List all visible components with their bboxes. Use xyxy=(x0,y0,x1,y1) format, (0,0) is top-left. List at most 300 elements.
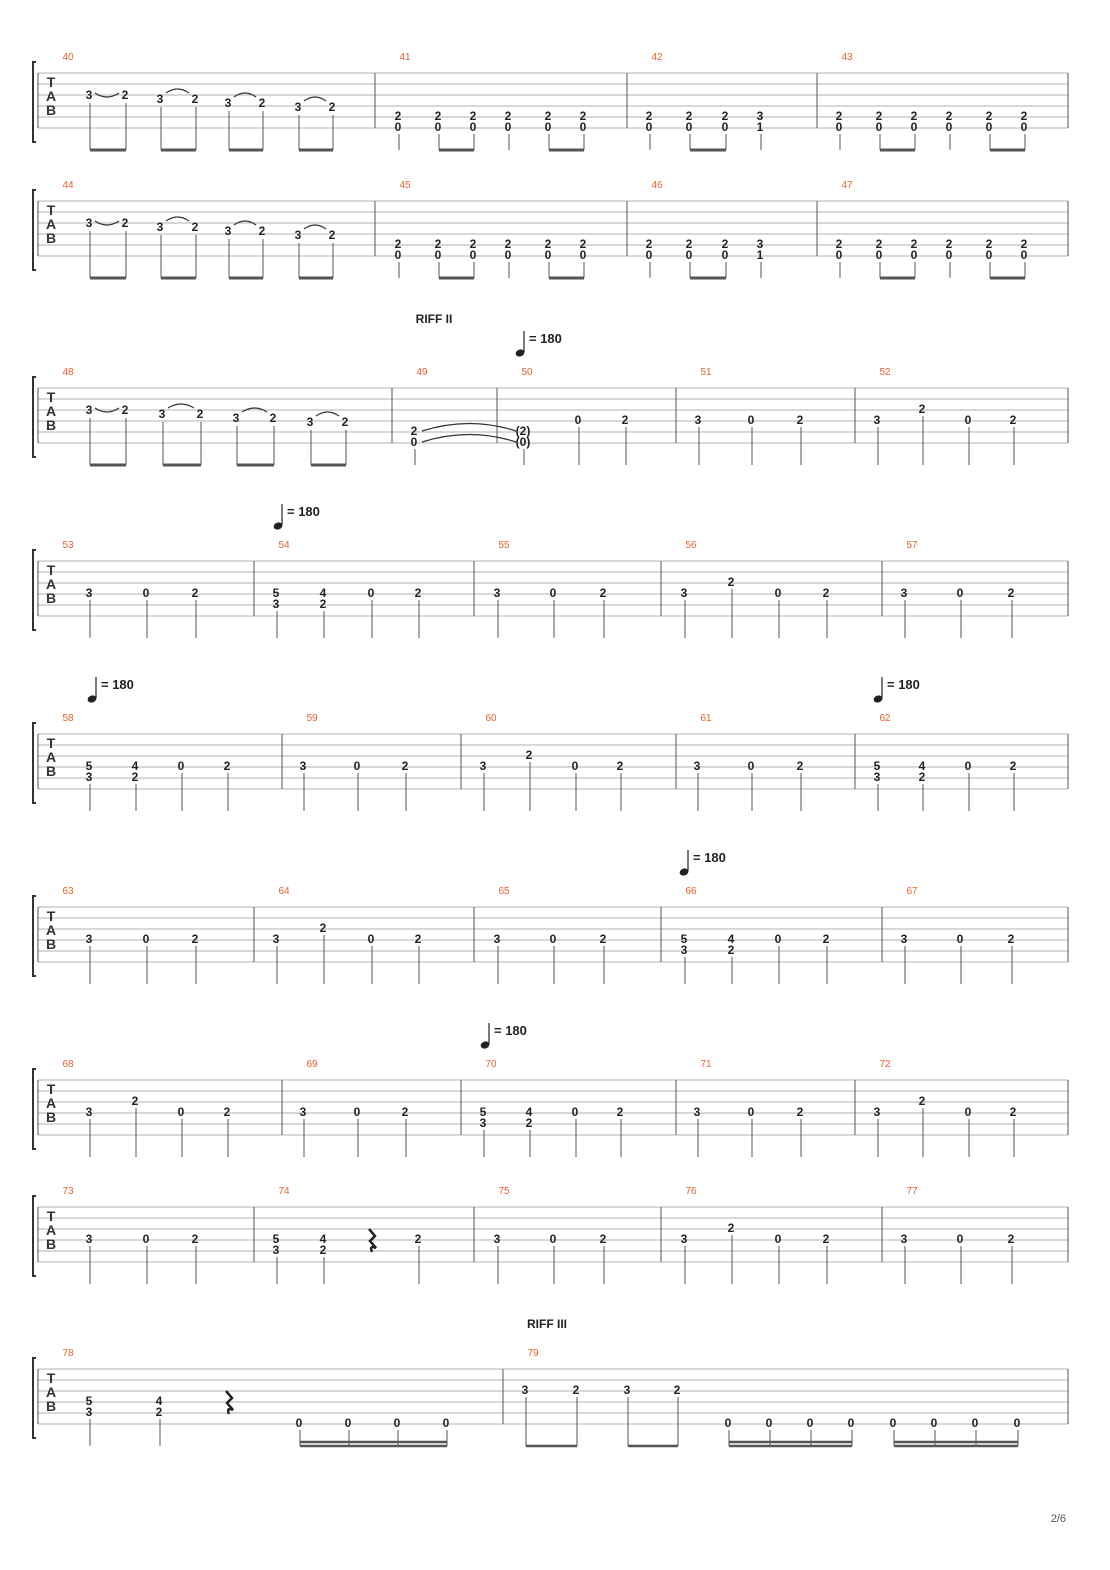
fret-number: 0 xyxy=(142,932,150,946)
measure-number: 52 xyxy=(879,367,891,378)
fret-number: 2 xyxy=(544,237,552,251)
tab-clef-letter: B xyxy=(45,1398,57,1414)
fret-number: 0 xyxy=(1013,1416,1021,1430)
tempo-marking xyxy=(515,331,562,358)
fret-number: 2 xyxy=(191,586,199,600)
tab-clef-letter: A xyxy=(45,922,57,938)
fret-number: 0 xyxy=(353,759,361,773)
measure-number: 51 xyxy=(700,367,712,378)
fret-number: 2 xyxy=(621,413,629,427)
measure-notes xyxy=(836,109,1028,150)
fret-number: 0 xyxy=(579,120,587,134)
fret-number: 2 xyxy=(469,109,477,123)
fret-number: 3 xyxy=(85,1405,93,1419)
measure-number: 64 xyxy=(278,886,290,897)
fret-number: 2 xyxy=(401,759,409,773)
fret-number: 0 xyxy=(469,248,477,262)
tab-clef-letter: A xyxy=(45,88,57,104)
tab-clef-letter: A xyxy=(45,576,57,592)
fret-number: 2 xyxy=(1009,759,1017,773)
fret-number: 0 xyxy=(847,1416,855,1430)
measure-number: 55 xyxy=(498,540,510,551)
tempo-value: = 180 xyxy=(693,850,726,865)
fret-number: 3 xyxy=(224,96,232,110)
fret-number: 3 xyxy=(85,770,93,784)
fret-number: 3 xyxy=(693,1105,701,1119)
fret-number: 0 xyxy=(747,413,755,427)
fret-number: 2 xyxy=(1009,413,1017,427)
measure-number: 79 xyxy=(527,1348,539,1359)
fret-number: 5 xyxy=(272,586,280,600)
fret-number: 3 xyxy=(694,413,702,427)
system-bracket xyxy=(33,1358,36,1438)
tab-clef-letter: T xyxy=(46,562,56,578)
fret-number: 0 xyxy=(142,1232,150,1246)
fret-number: 2 xyxy=(525,1116,533,1130)
measure-number: 54 xyxy=(278,540,290,551)
tab-clef-letter: A xyxy=(45,1222,57,1238)
fret-number: 0 xyxy=(393,1416,401,1430)
fret-number: 3 xyxy=(85,216,93,230)
measure-notes xyxy=(522,1383,1021,1446)
measure-number: 68 xyxy=(62,1059,74,1070)
measure-number: 66 xyxy=(685,886,697,897)
fret-number: 5 xyxy=(479,1105,487,1119)
fret-number: 0 xyxy=(835,120,843,134)
measure-notes xyxy=(86,216,336,278)
measure-notes xyxy=(681,1221,830,1284)
fret-number: 2 xyxy=(910,109,918,123)
system-bracket xyxy=(33,62,36,142)
fret-number: 0 xyxy=(1020,248,1028,262)
fret-number: 2 xyxy=(572,1383,580,1397)
measure-notes xyxy=(480,748,624,811)
fret-number: 2 xyxy=(434,237,442,251)
fret-number: 2 xyxy=(410,424,418,438)
fret-number: 3 xyxy=(493,1232,501,1246)
fret-number: 3 xyxy=(85,1232,93,1246)
fret-number: 0 xyxy=(945,120,953,134)
tab-system xyxy=(33,367,1068,457)
fret-number: 2 xyxy=(1007,1232,1015,1246)
fret-number: 0 xyxy=(394,120,402,134)
fret-number: 2 xyxy=(645,109,653,123)
fret-number: 3 xyxy=(85,1105,93,1119)
section-label-riff-ii: RIFF II xyxy=(415,312,453,326)
system-bracket xyxy=(33,723,36,803)
fret-number: 2 xyxy=(223,759,231,773)
fret-number: 2 xyxy=(196,407,204,421)
fret-number: 4 xyxy=(525,1105,533,1119)
fret-number: 2 xyxy=(685,109,693,123)
fret-number: 2 xyxy=(414,586,422,600)
fret-number: 0 xyxy=(469,120,477,134)
fret-number: 0 xyxy=(765,1416,773,1430)
fret-number: 2 xyxy=(191,1232,199,1246)
fret-number: 3 xyxy=(232,411,240,425)
tab-clef-letter: B xyxy=(45,102,57,118)
tab-system xyxy=(33,540,1068,630)
fret-number: 0 xyxy=(889,1416,897,1430)
fret-number: 3 xyxy=(158,407,166,421)
fret-number: 0 xyxy=(410,435,418,449)
fret-number: 2 xyxy=(645,237,653,251)
fret-number: 3 xyxy=(294,228,302,242)
fret-number: 0 xyxy=(549,586,557,600)
slur-arc xyxy=(304,97,326,101)
fret-number: 2 xyxy=(727,943,735,957)
fret-number: 5 xyxy=(873,759,881,773)
fret-number: 2 xyxy=(796,759,804,773)
fret-number: 2 xyxy=(985,237,993,251)
fret-number: 2 xyxy=(414,1232,422,1246)
tab-system xyxy=(33,713,1068,803)
fret-number: 2 xyxy=(504,237,512,251)
fret-number: 2 xyxy=(469,237,477,251)
fret-number: 0 xyxy=(685,120,693,134)
fret-number: 2 xyxy=(401,1105,409,1119)
fret-number: 3 xyxy=(85,403,93,417)
fret-number: 0 xyxy=(774,586,782,600)
tab-clef-letter: A xyxy=(45,749,57,765)
measure-number: 69 xyxy=(306,1059,318,1070)
tempo-marking xyxy=(679,850,726,877)
page-number: 2/6 xyxy=(1050,1513,1066,1525)
fret-number: 2 xyxy=(319,921,327,935)
fret-number: 0 xyxy=(875,120,883,134)
tab-clef-letter: T xyxy=(46,1081,56,1097)
fret-number: 0 xyxy=(910,248,918,262)
fret-number: 3 xyxy=(521,1383,529,1397)
fret-number: 3 xyxy=(493,586,501,600)
fret-number: 0 xyxy=(956,586,964,600)
fret-number: 2 xyxy=(685,237,693,251)
fret-number: 0 xyxy=(945,248,953,262)
tab-clef-letter: B xyxy=(45,590,57,606)
measure-notes xyxy=(395,237,587,278)
slur-arc xyxy=(166,89,189,93)
tab-clef-letter: B xyxy=(45,417,57,433)
tab-clef-letter: T xyxy=(46,389,56,405)
tempo-marking xyxy=(873,677,920,704)
fret-number: 3 xyxy=(873,1105,881,1119)
fret-number: 2 xyxy=(121,216,129,230)
fret-number: 2 xyxy=(131,770,139,784)
fret-number: 2 xyxy=(121,403,129,417)
fret-number: 3 xyxy=(900,586,908,600)
measure-notes xyxy=(86,1391,450,1446)
measure-number: 49 xyxy=(416,367,428,378)
fret-number: 2 xyxy=(721,109,729,123)
fret-number: 0 xyxy=(930,1416,938,1430)
fret-number: 0 xyxy=(721,248,729,262)
measure-number: 61 xyxy=(700,713,712,724)
fret-number: 0 xyxy=(574,413,582,427)
measure-number: 57 xyxy=(906,540,918,551)
fret-number: 2 xyxy=(727,1221,735,1235)
fret-number: 2 xyxy=(796,413,804,427)
fret-number: 2 xyxy=(223,1105,231,1119)
fret-number: 3 xyxy=(680,1232,688,1246)
tab-clef-letter: A xyxy=(45,216,57,232)
fret-number: 3 xyxy=(693,759,701,773)
fret-number: 3 xyxy=(873,413,881,427)
measure-number: 58 xyxy=(62,713,74,724)
fret-number: 2 xyxy=(918,770,926,784)
tab-clef-letter: T xyxy=(46,735,56,751)
measure-number: 73 xyxy=(62,1186,74,1197)
fret-number: 0 xyxy=(177,1105,185,1119)
fret-number: 3 xyxy=(272,597,280,611)
measure-notes xyxy=(874,402,1017,465)
fret-number: 0 xyxy=(353,1105,361,1119)
tab-clef-letter: T xyxy=(46,1370,56,1386)
fret-number: 0 xyxy=(724,1416,732,1430)
fret-number: 0 xyxy=(579,248,587,262)
fret-number: 3 xyxy=(272,1243,280,1257)
fret-number: 2 xyxy=(414,932,422,946)
measure-number: 45 xyxy=(399,180,411,191)
fret-number: 3 xyxy=(493,932,501,946)
fret-number: 3 xyxy=(85,586,93,600)
tie-arc xyxy=(422,435,516,443)
measure-notes xyxy=(86,403,349,465)
tab-system xyxy=(33,886,1068,976)
measure-notes xyxy=(86,1094,231,1157)
tab-clef-letter: A xyxy=(45,1384,57,1400)
system-bracket xyxy=(33,1196,36,1276)
fret-number: 3 xyxy=(680,586,688,600)
fret-number: 3 xyxy=(294,100,302,114)
fret-number: 4 xyxy=(918,759,926,773)
fret-number: 0 xyxy=(910,120,918,134)
fret-number: 0 xyxy=(571,1105,579,1119)
measure-notes xyxy=(646,237,764,278)
fret-number: 3 xyxy=(85,88,93,102)
fret-number: 0 xyxy=(367,586,375,600)
fret-number: 2 xyxy=(721,237,729,251)
fret-number: 2 xyxy=(822,1232,830,1246)
system-bracket xyxy=(33,1069,36,1149)
fret-number: 0 xyxy=(721,120,729,134)
tie-arc xyxy=(422,424,516,432)
fret-number: 2 xyxy=(155,1405,163,1419)
fret-number: 0 xyxy=(747,759,755,773)
fret-number: 0 xyxy=(367,932,375,946)
slur-arc xyxy=(304,225,326,229)
fret-number: 2 xyxy=(875,237,883,251)
tempo-marking xyxy=(273,504,320,531)
fret-number: 2 xyxy=(599,586,607,600)
fret-number: 0 xyxy=(434,248,442,262)
fret-number: (2) xyxy=(515,424,531,438)
fret-number: 3 xyxy=(156,220,164,234)
measure-number: 40 xyxy=(62,52,74,63)
fret-number: 0 xyxy=(985,120,993,134)
fret-number: 0 xyxy=(544,248,552,262)
fret-number: 4 xyxy=(319,1232,327,1246)
system-bracket xyxy=(33,377,36,457)
measure-number: 67 xyxy=(906,886,918,897)
fret-number: 2 xyxy=(1020,237,1028,251)
fret-number: 0 xyxy=(394,248,402,262)
fret-number: 2 xyxy=(918,402,926,416)
measure-number: 74 xyxy=(278,1186,290,1197)
fret-number: 2 xyxy=(269,411,277,425)
fret-number: 3 xyxy=(873,770,881,784)
fret-number: 2 xyxy=(945,109,953,123)
measure-number: 76 xyxy=(685,1186,697,1197)
tempo-value: = 180 xyxy=(101,677,134,692)
tab-clef-letter: T xyxy=(46,74,56,90)
fret-number: 4 xyxy=(155,1394,163,1408)
fret-number: 2 xyxy=(319,597,327,611)
measure-notes xyxy=(395,109,587,150)
fret-number: 2 xyxy=(599,932,607,946)
measure-number: 63 xyxy=(62,886,74,897)
fret-number: 0 xyxy=(645,120,653,134)
fret-number: 0 xyxy=(964,413,972,427)
fret-number: 3 xyxy=(306,415,314,429)
fret-number: 2 xyxy=(875,109,883,123)
fret-number: 2 xyxy=(544,109,552,123)
fret-number: 2 xyxy=(319,1243,327,1257)
fret-number: 3 xyxy=(479,759,487,773)
fret-number: 0 xyxy=(985,248,993,262)
fret-number: 5 xyxy=(85,759,93,773)
fret-number: 4 xyxy=(727,932,735,946)
tempo-value: = 180 xyxy=(887,677,920,692)
tab-clef-letter: B xyxy=(45,230,57,246)
fret-number: 2 xyxy=(191,92,199,106)
measure-notes xyxy=(874,1094,1017,1157)
fret-number: 3 xyxy=(680,943,688,957)
fret-number: 0 xyxy=(504,120,512,134)
tempo-value: = 180 xyxy=(287,504,320,519)
measure-number: 56 xyxy=(685,540,697,551)
fret-number: 2 xyxy=(822,586,830,600)
fret-number: 0 xyxy=(747,1105,755,1119)
fret-number: 2 xyxy=(985,109,993,123)
fret-number: 2 xyxy=(504,109,512,123)
fret-number: 0 xyxy=(645,248,653,262)
tab-clef-letter: B xyxy=(45,763,57,779)
measure-number: 43 xyxy=(841,52,853,63)
fret-number: 2 xyxy=(525,748,533,762)
fret-number: 3 xyxy=(900,1232,908,1246)
tab-system xyxy=(33,1186,1068,1276)
fret-number: 2 xyxy=(727,575,735,589)
fret-number: 0 xyxy=(549,932,557,946)
fret-number: (0) xyxy=(515,435,531,449)
fret-number: 3 xyxy=(756,237,764,251)
fret-number: 0 xyxy=(685,248,693,262)
fret-number: 0 xyxy=(956,1232,964,1246)
fret-number: 2 xyxy=(822,932,830,946)
measure-notes xyxy=(273,1229,422,1284)
fret-number: 2 xyxy=(579,237,587,251)
fret-number: 0 xyxy=(956,932,964,946)
fret-number: 0 xyxy=(344,1416,352,1430)
fret-number: 3 xyxy=(299,1105,307,1119)
tab-clef-letter: A xyxy=(45,403,57,419)
fret-number: 0 xyxy=(875,248,883,262)
fret-number: 0 xyxy=(295,1416,303,1430)
fret-number: 3 xyxy=(156,92,164,106)
fret-number: 3 xyxy=(299,759,307,773)
tempo-marking xyxy=(87,677,134,704)
fret-number: 2 xyxy=(434,109,442,123)
fret-number: 2 xyxy=(1009,1105,1017,1119)
fret-number: 2 xyxy=(673,1383,681,1397)
measure-number: 50 xyxy=(521,367,533,378)
measure-notes xyxy=(646,109,764,150)
measure-number: 47 xyxy=(841,180,853,191)
fret-number: 2 xyxy=(835,237,843,251)
tab-system xyxy=(33,1059,1068,1149)
measure-number: 42 xyxy=(651,52,663,63)
measure-number: 46 xyxy=(651,180,663,191)
measure-number: 44 xyxy=(62,180,74,191)
fret-number: 0 xyxy=(549,1232,557,1246)
tab-clef-letter: B xyxy=(45,936,57,952)
fret-number: 0 xyxy=(774,1232,782,1246)
section-label-riff-iii: RIFF III xyxy=(527,1317,567,1331)
fret-number: 2 xyxy=(910,237,918,251)
fret-number: 0 xyxy=(504,248,512,262)
fret-number: 2 xyxy=(835,109,843,123)
measure-number: 71 xyxy=(700,1059,712,1070)
system-bracket xyxy=(33,896,36,976)
fret-number: 2 xyxy=(918,1094,926,1108)
measure-notes xyxy=(411,424,418,465)
fret-number: 3 xyxy=(224,224,232,238)
fret-number: 2 xyxy=(796,1105,804,1119)
fret-number: 2 xyxy=(579,109,587,123)
tempo-marking xyxy=(480,1023,527,1050)
measure-notes xyxy=(86,88,336,150)
fret-number: 2 xyxy=(1007,586,1015,600)
tab-clef-letter: T xyxy=(46,202,56,218)
tempo-value: = 180 xyxy=(494,1023,527,1038)
measure-number: 48 xyxy=(62,367,74,378)
measure-number: 59 xyxy=(306,713,318,724)
fret-number: 2 xyxy=(191,220,199,234)
fret-number: 2 xyxy=(328,100,336,114)
measure-number: 60 xyxy=(485,713,497,724)
fret-number: 3 xyxy=(623,1383,631,1397)
fret-number: 2 xyxy=(191,932,199,946)
fret-number: 0 xyxy=(1020,120,1028,134)
measure-number: 53 xyxy=(62,540,74,551)
fret-number: 2 xyxy=(328,228,336,242)
fret-number: 0 xyxy=(835,248,843,262)
fret-number: 2 xyxy=(616,759,624,773)
fret-number: 3 xyxy=(756,109,764,123)
slur-arc xyxy=(168,404,194,408)
fret-number: 2 xyxy=(1020,109,1028,123)
fret-number: 0 xyxy=(544,120,552,134)
tab-system xyxy=(33,1348,1068,1438)
fret-number: 3 xyxy=(900,932,908,946)
fret-number: 0 xyxy=(442,1416,450,1430)
system-bracket xyxy=(33,550,36,630)
fret-number: 2 xyxy=(131,1094,139,1108)
fret-number: 3 xyxy=(85,932,93,946)
measure-number: 41 xyxy=(399,52,411,63)
measure-notes xyxy=(273,921,422,984)
fret-number: 0 xyxy=(806,1416,814,1430)
